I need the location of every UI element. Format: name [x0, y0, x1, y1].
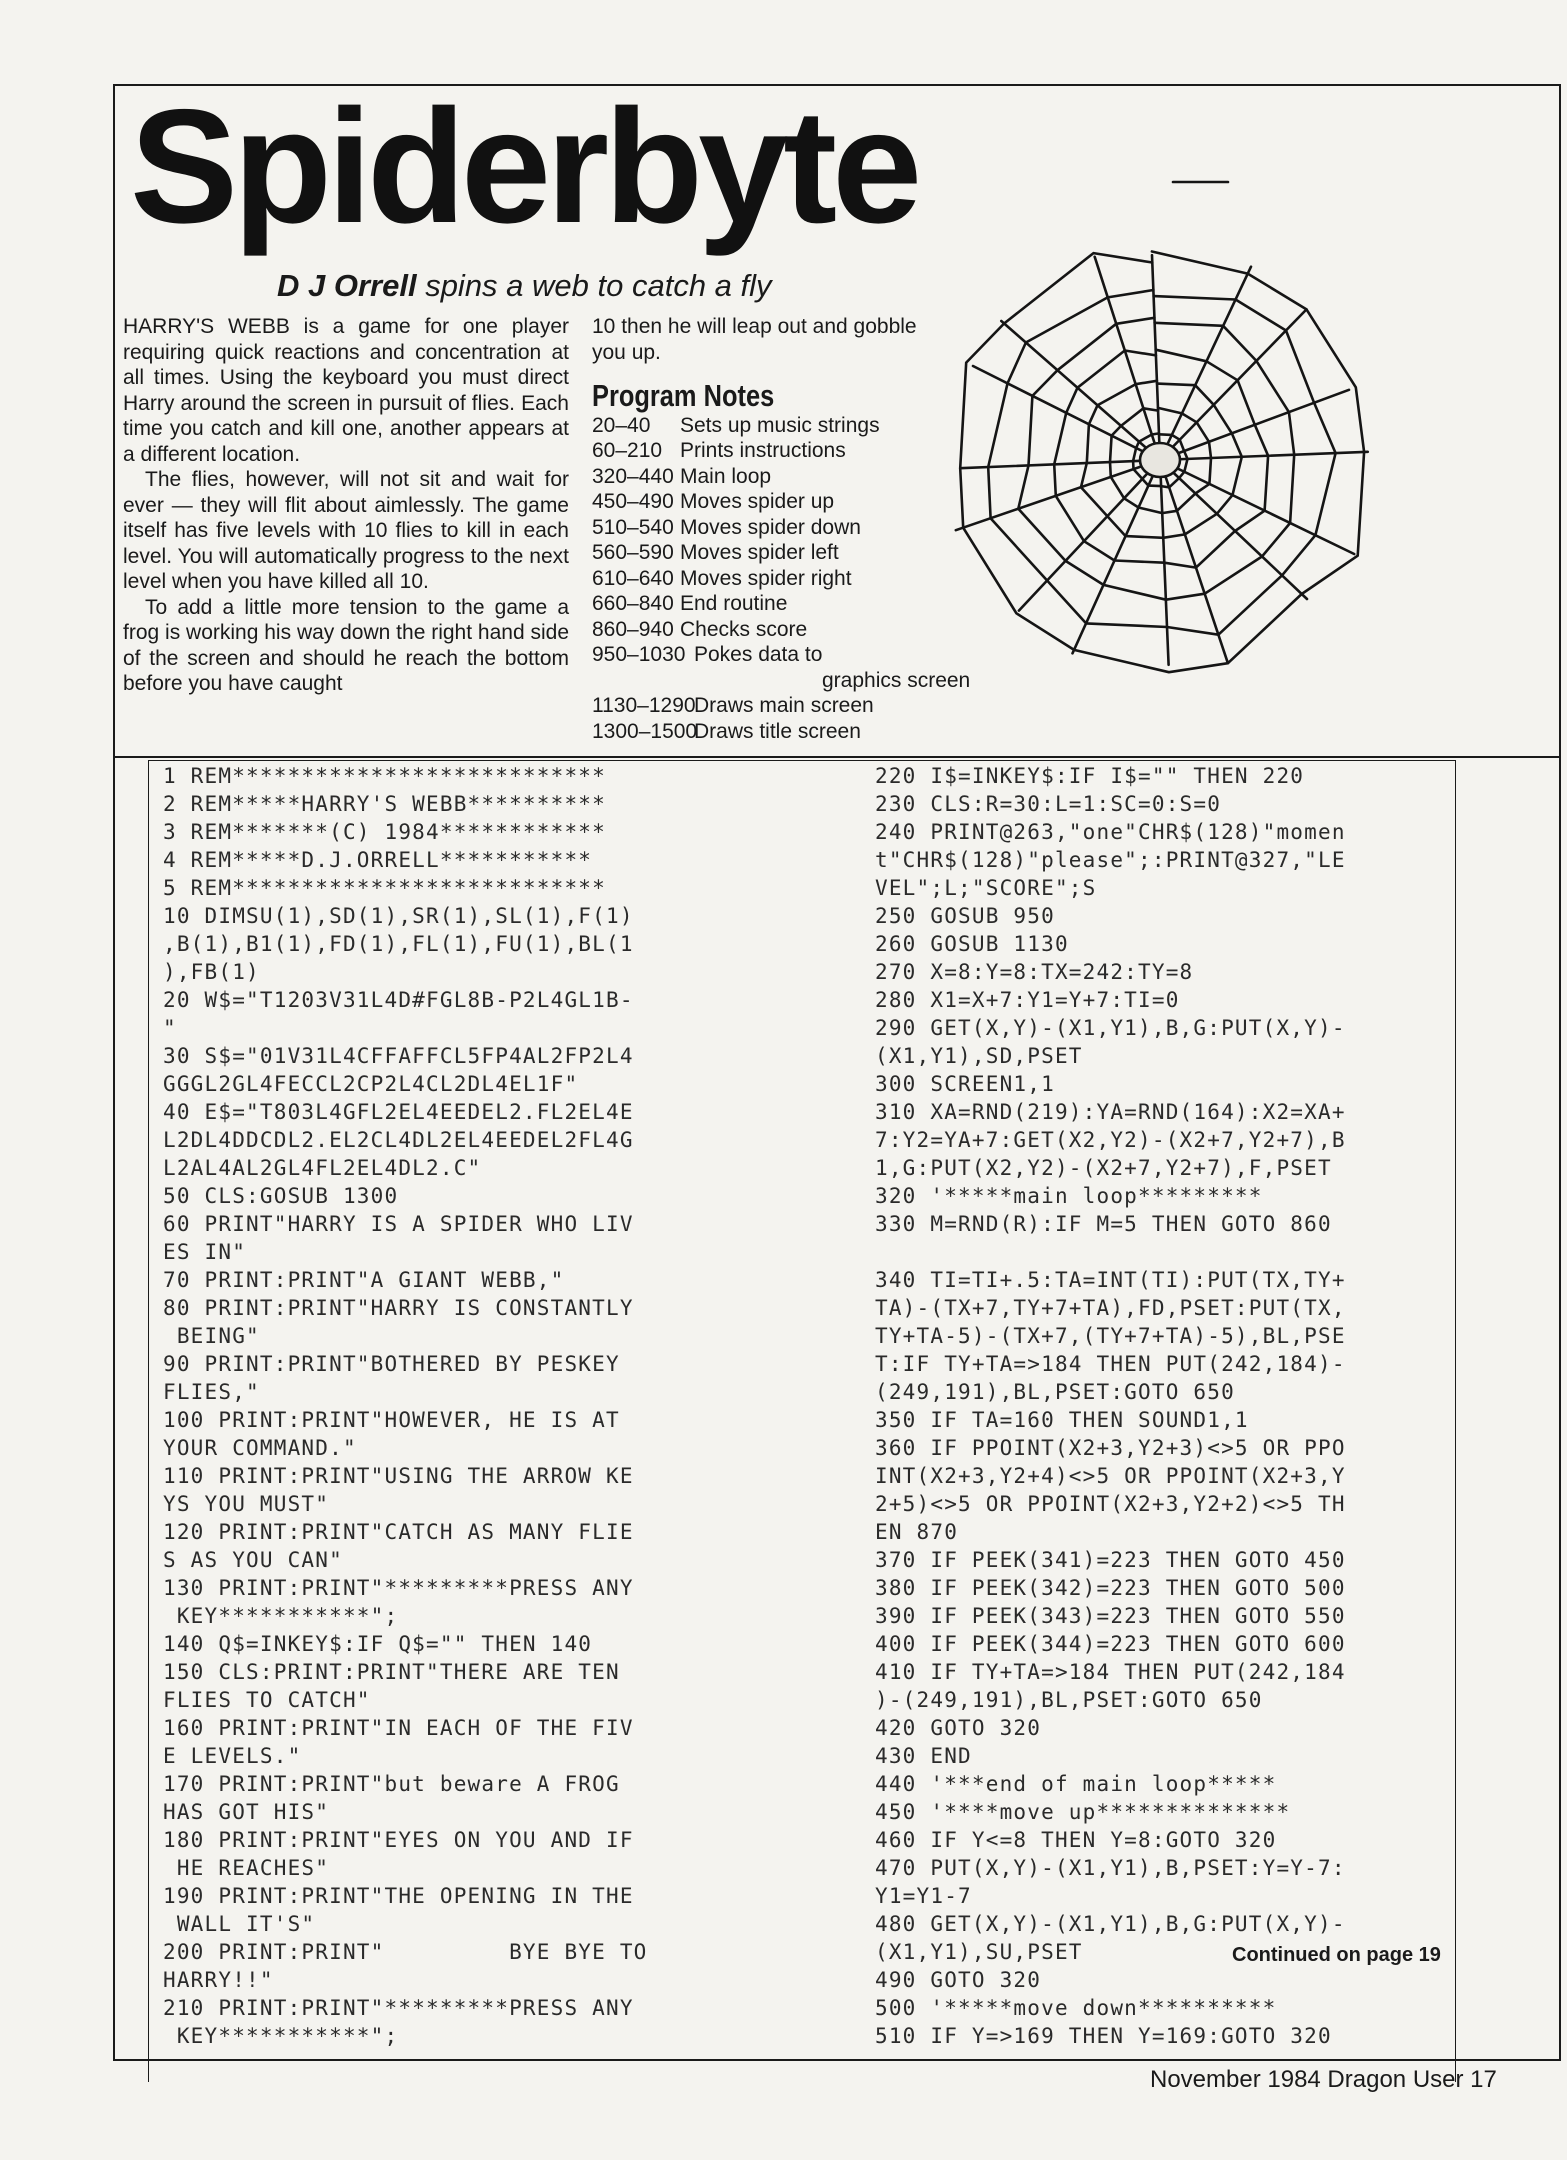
note-description: Main loop: [680, 464, 772, 488]
note-range: 860–940: [592, 617, 674, 641]
program-note: [592, 591, 932, 617]
note-description: End routine: [680, 592, 788, 615]
code-line: ,B(1),B1(1),FD(1),FL(1),FU(1),BL(1: [163, 932, 634, 956]
code-line: 200 PRINT:PRINT" BYE BYE TO: [163, 1940, 648, 1964]
code-line: L2AL4AL2GL4FL2EL4DL2.C": [163, 1156, 482, 1180]
note-range: 610–640: [592, 566, 674, 590]
note-range: 950–1030: [592, 643, 686, 666]
code-line: WALL IT'S": [163, 1912, 316, 1936]
program-note: [592, 464, 932, 490]
note-range: [592, 668, 694, 694]
code-line: S AS YOU CAN": [163, 1548, 343, 1572]
code-line: [875, 1238, 1465, 1266]
code-line: 310 XA=RND(219):YA=RND(164):X2=XA+: [875, 1100, 1346, 1124]
code-line: 510 IF Y=>169 THEN Y=169:GOTO 320: [875, 2024, 1332, 2048]
code-line: 470 PUT(X,Y)-(X1,Y1),B,PSET:Y=Y-7:: [875, 1856, 1346, 1880]
code-line: YOUR COMMAND.": [163, 1436, 357, 1460]
code-line: 120 PRINT:PRINT"CATCH AS MANY FLIE: [163, 1520, 634, 1544]
note-range: 560–590: [592, 541, 674, 564]
note-range: 1130–1290: [592, 694, 696, 717]
intro-paragraph: To add a little more tension to the game a frog is working his way down the right hand side of the screen and should he reach the bottom before you have caught: [123, 595, 569, 695]
note-description: graphics screen: [822, 668, 971, 692]
code-line: ),FB(1): [163, 960, 260, 984]
note-range: 510–540: [592, 515, 674, 539]
note-description: Pokes data to: [694, 643, 823, 666]
code-line: 260 GOSUB 1130: [875, 932, 1069, 956]
program-note: [592, 617, 932, 643]
program-listing-left: [163, 762, 763, 2050]
code-line: 40 E$="T803L4GFL2EL4EEDEL2.FL2EL4E: [163, 1100, 634, 1124]
note-description: Checks score: [680, 617, 808, 641]
spider-web-illustration: [928, 162, 1538, 722]
intro-continuation: 10 then he will leap out and gobble you up.: [592, 315, 917, 364]
code-line: 90 PRINT:PRINT"BOTHERED BY PESKEY: [163, 1352, 620, 1376]
code-line: 250 GOSUB 950: [875, 904, 1055, 928]
code-line: INT(X2+3,Y2+4)<>5 OR PPOINT(X2+3,Y: [875, 1464, 1346, 1488]
code-line: 490 GOTO 320: [875, 1968, 1042, 1992]
code-line: 10 DIMSU(1),SD(1),SR(1),SL(1),F(1): [163, 904, 634, 928]
program-note: [592, 566, 932, 592]
code-line: (X1,Y1),SU,PSET: [875, 1940, 1083, 1964]
code-line: ": [163, 1016, 177, 1040]
code-line: 400 IF PEEK(344)=223 THEN GOTO 600: [875, 1632, 1346, 1656]
note-range: 450–490: [592, 490, 674, 513]
code-line: 220 I$=INKEY$:IF I$="" THEN 220: [875, 764, 1305, 788]
note-description: Moves spider down: [680, 515, 861, 539]
code-line: 130 PRINT:PRINT"*********PRESS ANY: [163, 1576, 634, 1600]
note-range: 1300–1500: [592, 719, 698, 743]
byline-text: spins a web to catch a fly: [425, 268, 772, 303]
code-line: 3 REM*******(C) 1984************: [163, 820, 606, 844]
code-line: t"CHR$(128)"please";:PRINT@327,"LE: [875, 848, 1346, 872]
code-line: 4 REM*****D.J.ORRELL***********: [163, 848, 593, 872]
code-line: 380 IF PEEK(342)=223 THEN GOTO 500: [875, 1576, 1346, 1600]
code-line: 390 IF PEEK(343)=223 THEN GOTO 550: [875, 1604, 1346, 1628]
code-line: VEL";L;"SCORE";S: [875, 876, 1097, 900]
program-note: [592, 668, 971, 694]
code-line: 420 GOTO 320: [875, 1716, 1042, 1740]
section-divider: [113, 756, 1561, 758]
code-line: TY+TA-5)-(TX+7,(TY+7+TA)-5),BL,PSE: [875, 1324, 1346, 1348]
page-footer: [1150, 2066, 1497, 2094]
page-number: 17: [1470, 2066, 1497, 2093]
code-line: BEING": [163, 1324, 260, 1348]
code-line: 410 IF TY+TA=>184 THEN PUT(242,184: [875, 1660, 1346, 1684]
code-line: Y1=Y1-7: [875, 1884, 972, 1908]
code-line: FLIES TO CATCH": [163, 1688, 371, 1712]
code-line: 50 CLS:GOSUB 1300: [163, 1184, 399, 1208]
code-line: TA)-(TX+7,TY+7+TA),FD,PSET:PUT(TX,: [875, 1296, 1346, 1320]
program-notes-list: [592, 413, 971, 745]
code-line: 7:Y2=YA+7:GET(X2,Y2)-(X2+7,Y2+7),B: [875, 1128, 1346, 1152]
code-line: 330 M=RND(R):IF M=5 THEN GOTO 860: [875, 1212, 1332, 1236]
code-line: 20 W$="T1203V31L4D#FGL8B-P2L4GL1B-: [163, 988, 634, 1012]
note-range: 320–440: [592, 464, 674, 488]
code-line: 180 PRINT:PRINT"EYES ON YOU AND IF: [163, 1828, 634, 1852]
code-line: EN 870: [875, 1520, 959, 1544]
note-description: Moves spider right: [680, 566, 852, 590]
code-line: E LEVELS.": [163, 1744, 302, 1768]
code-line: 450 '****move up**************: [875, 1800, 1291, 1824]
code-line: (249,191),BL,PSET:GOTO 650: [875, 1380, 1235, 1404]
program-listing-right: [875, 762, 1465, 2050]
code-line: 1 REM***************************: [163, 764, 606, 788]
note-description: Moves spider up: [680, 490, 835, 513]
note-range: 60–210: [592, 439, 663, 462]
code-line: 5 REM***************************: [163, 876, 606, 900]
note-description: Draws main screen: [694, 694, 874, 717]
code-line: HAS GOT HIS": [163, 1800, 330, 1824]
code-line: GGGL2GL4FECCL2CP2L4CL2DL4EL1F": [163, 1072, 579, 1096]
code-line: 320 '*****main loop*********: [875, 1184, 1263, 1208]
code-line: 230 CLS:R=30:L=1:SC=0:S=0: [875, 792, 1222, 816]
code-line: 430 END: [875, 1744, 972, 1768]
code-line: 1,G:PUT(X2,Y2)-(X2+7,Y2+7),F,PSET: [875, 1156, 1332, 1180]
code-line: 190 PRINT:PRINT"THE OPENING IN THE: [163, 1884, 634, 1908]
code-line: HE REACHES": [163, 1856, 330, 1880]
program-note: [592, 540, 932, 566]
program-note: [592, 438, 932, 464]
code-line: 210 PRINT:PRINT"*********PRESS ANY: [163, 1996, 634, 2020]
code-line: ES IN": [163, 1240, 247, 1264]
code-line: 150 CLS:PRINT:PRINT"THERE ARE TEN: [163, 1660, 620, 1684]
code-line: 70 PRINT:PRINT"A GIANT WEBB,": [163, 1268, 565, 1292]
code-line: 300 SCREEN1,1: [875, 1072, 1055, 1096]
code-line: KEY***********";: [163, 2024, 399, 2048]
code-line: 80 PRINT:PRINT"HARRY IS CONSTANTLY: [163, 1296, 634, 1320]
code-line: FLIES,": [163, 1380, 260, 1404]
code-line: 160 PRINT:PRINT"IN EACH OF THE FIV: [163, 1716, 634, 1740]
code-line: )-(249,191),BL,PSET:GOTO 650: [875, 1688, 1263, 1712]
code-line: KEY***********";: [163, 1604, 399, 1628]
code-line: T:IF TY+TA=>184 THEN PUT(242,184)-: [875, 1352, 1346, 1376]
code-line: 240 PRINT@263,"one"CHR$(128)"momen: [875, 820, 1346, 844]
program-note: [592, 515, 932, 541]
footer-issue: November 1984 Dragon User: [1150, 2066, 1464, 2093]
intro-paragraph: HARRY'S WEBB is a game for one player requiring quick reactions and concentration at all times. Using the keyboard you must direct Harry around the screen in pursuit of flies. Each time you catch and kill one, another appears at a different location.: [123, 315, 569, 466]
code-line: 140 Q$=INKEY$:IF Q$="" THEN 140: [163, 1632, 593, 1656]
code-line: 60 PRINT"HARRY IS A SPIDER WHO LIV: [163, 1212, 634, 1236]
note-description: Draws title screen: [694, 719, 861, 743]
code-line: 30 S$="01V31L4CFFAFFCL5FP4AL2FP2L4: [163, 1044, 634, 1068]
intro-paragraph: The flies, however, will not sit and wait for ever — they will flit about aimlessly. The game itself has five levels with 10 flies to kill in each level. You will automatically progress to the next level when you have killed all 10.: [123, 468, 569, 593]
program-note: [592, 642, 932, 668]
code-line: 2 REM*****HARRY'S WEBB**********: [163, 792, 606, 816]
code-line: 170 PRINT:PRINT"but beware A FROG: [163, 1772, 620, 1796]
program-note: [592, 693, 932, 719]
code-line: 270 X=8:Y=8:TX=242:TY=8: [875, 960, 1194, 984]
code-line: 100 PRINT:PRINT"HOWEVER, HE IS AT: [163, 1408, 620, 1432]
code-line: (X1,Y1),SD,PSET: [875, 1044, 1083, 1068]
intro-column: [123, 314, 569, 697]
code-line: 440 '***end of main loop*****: [875, 1772, 1277, 1796]
note-range: 660–840: [592, 592, 674, 615]
continued-note: Continued on page 19: [1232, 1944, 1441, 1966]
code-line: YS YOU MUST": [163, 1492, 330, 1516]
code-line: 370 IF PEEK(341)=223 THEN GOTO 450: [875, 1548, 1346, 1572]
program-note: [592, 413, 932, 439]
note-description: Moves spider left: [680, 541, 839, 564]
code-line: 500 '*****move down**********: [875, 1996, 1277, 2020]
code-line: 2+5)<>5 OR PPOINT(X2+3,Y2+2)<>5 TH: [875, 1492, 1346, 1516]
notes-column: [592, 314, 971, 744]
code-line: 280 X1=X+7:Y1=Y+7:TI=0: [875, 988, 1180, 1012]
code-line: 360 IF PPOINT(X2+3,Y2+3)<>5 OR PPO: [875, 1436, 1346, 1460]
note-description: Prints instructions: [680, 439, 846, 462]
note-range: 20–40: [592, 413, 651, 437]
code-line: 290 GET(X,Y)-(X1,Y1),B,G:PUT(X,Y)-: [875, 1016, 1346, 1040]
article-title: Spiderbyte: [130, 76, 918, 257]
code-line: 350 IF TA=160 THEN SOUND1,1: [875, 1408, 1249, 1432]
code-line: 340 TI=TI+.5:TA=INT(TI):PUT(TX,TY+: [875, 1268, 1346, 1292]
byline: [277, 268, 837, 304]
program-note: [592, 489, 932, 515]
code-line: 110 PRINT:PRINT"USING THE ARROW KE: [163, 1464, 634, 1488]
note-description: Sets up music strings: [680, 413, 880, 437]
code-line: 480 GET(X,Y)-(X1,Y1),B,G:PUT(X,Y)-: [875, 1912, 1346, 1936]
code-line: HARRY!!": [163, 1968, 274, 1992]
code-line: 460 IF Y<=8 THEN Y=8:GOTO 320: [875, 1828, 1277, 1852]
program-note: [592, 719, 932, 745]
byline-author: D J Orrell: [277, 268, 417, 303]
code-line: L2DL4DDCDL2.EL2CL4DL2EL4EEDEL2FL4G: [163, 1128, 634, 1152]
program-notes-heading: Program Notes: [592, 378, 775, 413]
